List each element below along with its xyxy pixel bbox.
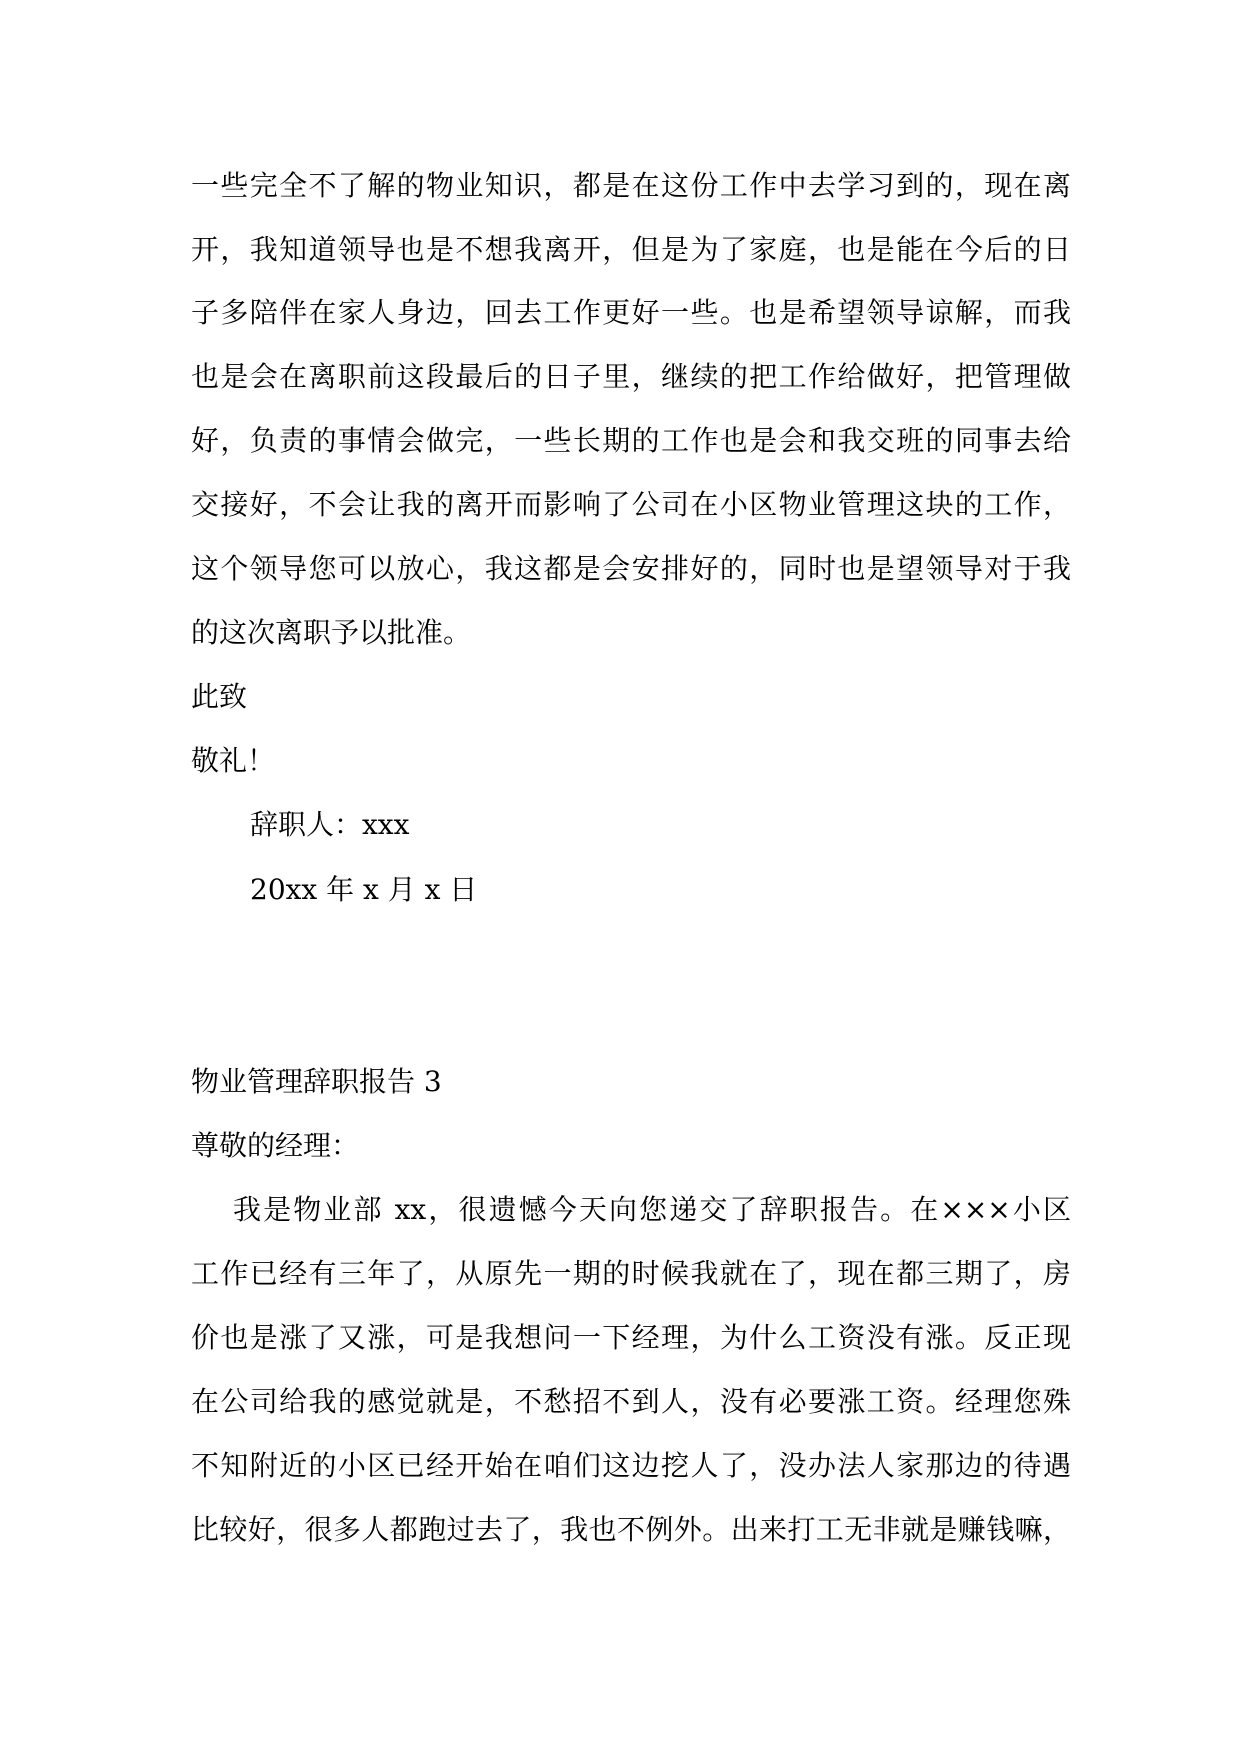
letter2-paragraph-line: 的这次离职予以批准。	[191, 616, 472, 649]
letter3-paragraph-line: 在公司给我的感觉就是，不愁招不到人，没有必要涨工资。经理您殊	[191, 1385, 1071, 1418]
letter3-paragraph-line: 我是物业部 xx，很遗憾今天向您递交了辞职报告。在×××小区	[233, 1193, 1071, 1226]
letter3-paragraph-line: 比较好，很多人都跑过去了，我也不例外。出来打工无非就是赚钱嘛，	[191, 1513, 1071, 1546]
letter3-paragraph-line: 不知附近的小区已经开始在咱们这边挖人了，没办法人家那边的待遇	[191, 1449, 1071, 1482]
letter2-paragraph-line: 一些完全不了解的物业知识，都是在这份工作中去学习到的，现在离	[191, 169, 1071, 202]
signature-line: 辞职人：xxx	[250, 808, 410, 841]
letter2-paragraph-line: 也是会在离职前这段最后的日子里，继续的把工作给做好，把管理做	[191, 360, 1071, 393]
date-line: 20xx 年 x 月 x 日	[250, 873, 478, 906]
letter3-salutation: 尊敬的经理：	[191, 1129, 360, 1162]
letter2-paragraph-line: 子多陪伴在家人身边，回去工作更好一些。也是希望领导谅解，而我	[191, 296, 1071, 329]
letter2-paragraph-line: 开，我知道领导也是不想我离开，但是为了家庭，也是能在今后的日	[191, 233, 1071, 266]
letter3-paragraph-line: 价也是涨了又涨，可是我想问一下经理，为什么工资没有涨。反正现	[191, 1321, 1071, 1354]
letter2-paragraph-line: 这个领导您可以放心，我这都是会安排好的，同时也是望领导对于我	[191, 552, 1071, 585]
letter2-paragraph-line: 交接好，不会让我的离开而影响了公司在小区物业管理这块的工作，	[191, 488, 1071, 521]
closing-jing-li: 敬礼！	[191, 744, 276, 777]
letter3-paragraph-line: 工作已经有三年了，从原先一期的时候我就在了，现在都三期了，房	[191, 1257, 1071, 1290]
letter2-paragraph-line: 好，负责的事情会做完，一些长期的工作也是会和我交班的同事去给	[191, 424, 1071, 457]
letter3-title: 物业管理辞职报告 3	[191, 1065, 442, 1098]
closing-ci-zhi: 此致	[191, 680, 248, 713]
